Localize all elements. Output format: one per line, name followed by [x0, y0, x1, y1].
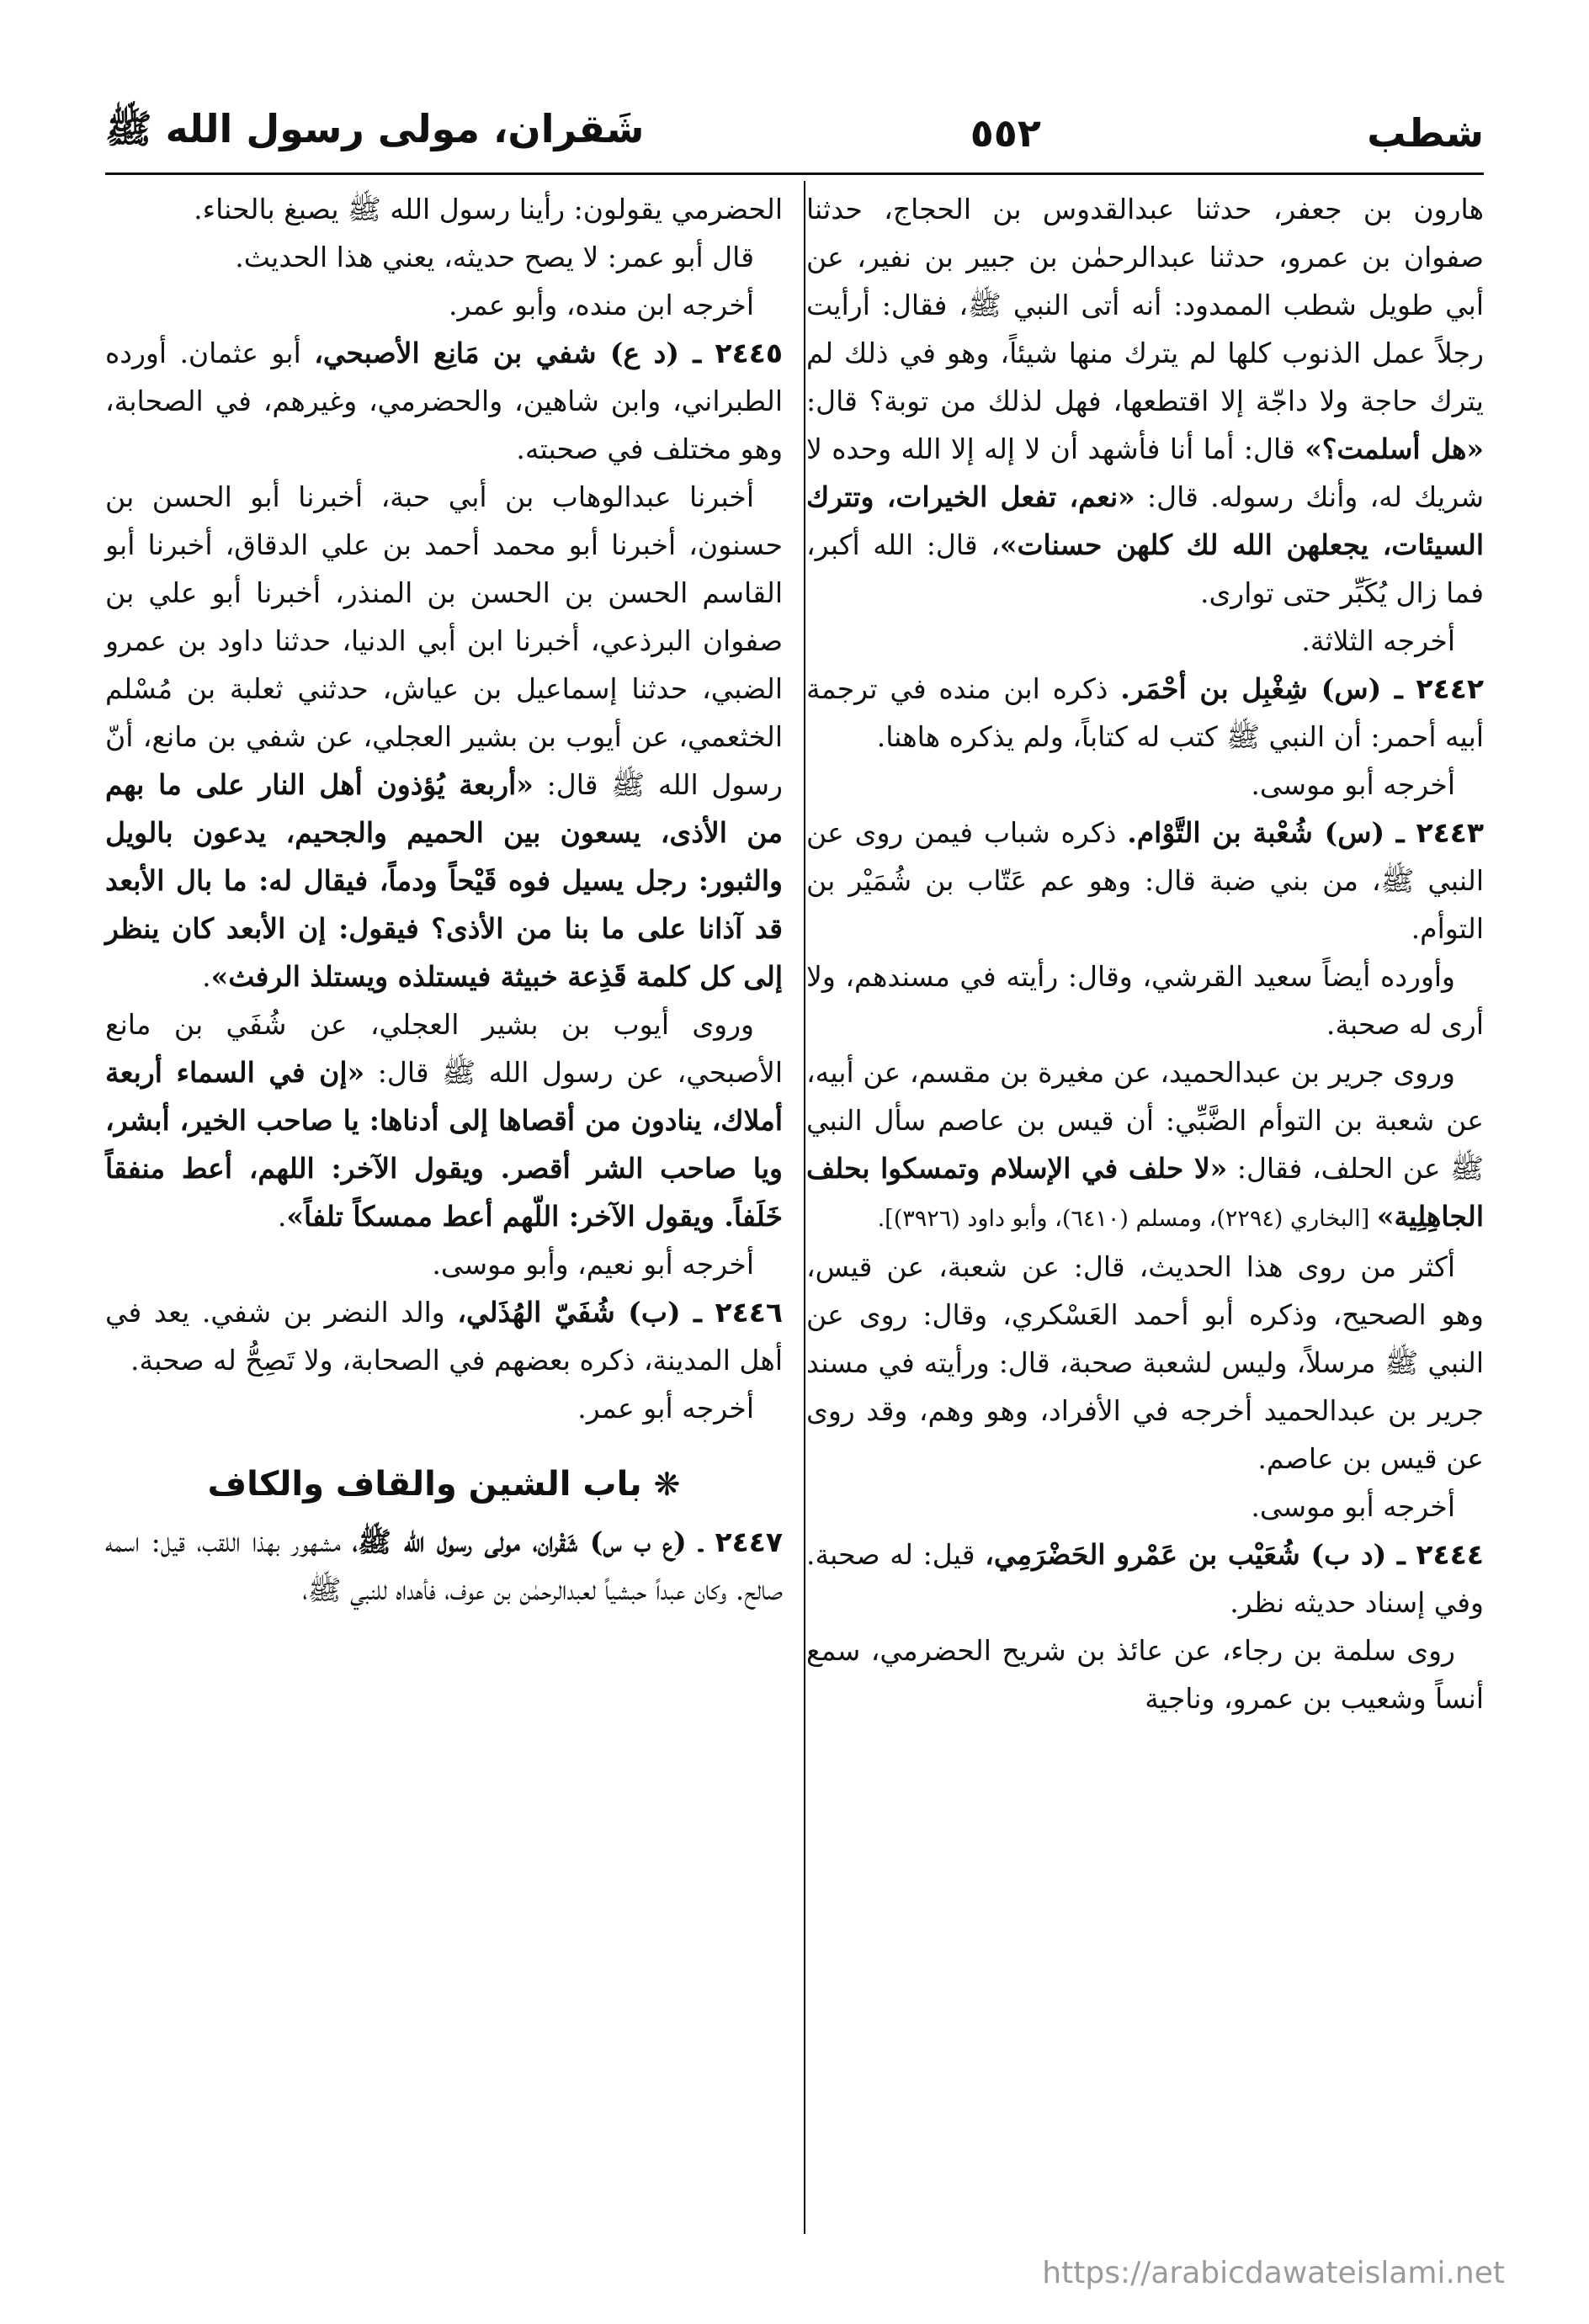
entry-2444 [806, 1531, 1484, 1626]
text: . [202, 960, 211, 993]
text: قال: أما أنا فأشهد أن لا إله إلا الله وحده لا شريك له، وأنك رسوله. قال: [806, 432, 1484, 513]
paragraph: أكثر من روى هذا الحديث، قال: عن شعبة، عن قيس، وهو الصحيح، وذكره أبو أحمد العَسْكري، وقال: روى عن النبي ﷺ مرسلاً، وليس لشعبة صحبة، قال: ورأيته في مسند جرير بن عبدالحميد أخرجه في الأفراد، وهو وهم، وقد روى عن قيس بن عاصم. [806, 1250, 1484, 1475]
entry-name: ـ (س) شُعْبة بن التَّوْام. [1127, 816, 1416, 849]
entry-name: ـ (ع ب س) شَقْران، مولى رسول الله ﷺ، [352, 1525, 715, 1558]
text: وروى أيوب بن بشير العجلي، عن شُفَي بن مانع الأصبحي، عن رسول الله ﷺ قال: [105, 1008, 783, 1089]
entry-2447 [105, 1518, 783, 1614]
paragraph: وأورده أيضاً سعيد القرشي، وقال: رأيته في مسندهم، ولا أرى له صحبة. [806, 960, 1484, 1041]
page-number: ٥٥٢ [970, 110, 1041, 156]
section-heading [105, 1457, 783, 1511]
entry-2442 [806, 665, 1484, 761]
hadith-quote: «أربعة يُؤذون أهل النار على ما بهم من الأذى، يسعون بين الحميم والجحيم، يدعون بالويل والثبور: رجل يسيل فوه قَيْحاً ودماً، فيقال له: ما بال الأبعد قد آذانا على ما بنا من الأذى؟ فيقول: إن الأبعد كان ينظر إلى كل كلمة قَذِعة خبيثة فيستلذه ويستلذ الرفث» [105, 768, 783, 993]
entry-2445 [105, 329, 783, 473]
paragraph: قال أبو عمر: لا يصح حديثه، يعني هذا الحديث. [235, 241, 754, 273]
header-keyword: شطب [1367, 110, 1484, 156]
paragraph: أخرجه أبو موسى. [1251, 768, 1455, 801]
hadith-quote: «نعم، تفعل الخيرات، وتترك السيئات، يجعلهن الله لك كلهن حسنات» [806, 480, 1484, 561]
entry-text: مشهور بهذا اللقب، قيل: اسمه صالح. وكان عبداً حبشياً لعبدالرحمٰن بن عوف، فأهداه للنبي ﷺ، [105, 1525, 783, 1606]
text: أخبرنا عبدالوهاب بن أبي حبة، أخبرنا أبو الحسن بن حسنون، أخبرنا أبو محمد أحمد بن علي الدقاق، أخبرنا أبو القاسم الحسن بن الحسن بن المنذر، أخبرنا أبو علي بن صفوان البرذعي، أخبرنا ابن أبي الدنيا، حدثنا داود بن عمرو الضبي، حدثنا إسماعيل بن عياش، حدثني ثعلبة بن مُسْلم الخثعمي، عن أيوب بن بشير العجلي، عن شفي بن مانع، أنّ رسول الله ﷺ قال: [105, 480, 783, 801]
entry-number: ٢٤٤٢ [1416, 672, 1484, 705]
text: وروى جرير بن عبدالحميد، عن مغيرة بن مقسم، عن أبيه، عن شعبة بن التوأم الضَّبِّي: أن قيس بن عاصم سأل النبي ﷺ عن الحلف، فقال: [806, 1056, 1484, 1185]
entry-text: ذكره ابن منده في ترجمة أبيه أحمر: أن النبي ﷺ كتب له كتاباً، ولم يذكره هاهنا. [806, 672, 1484, 753]
entry-number: ٢٤٤٣ [1416, 816, 1485, 849]
entry-name: ـ (ب) شُفَيّ الهُذَلي، [457, 1296, 715, 1329]
entry-number: ٢٤٤٧ [715, 1525, 784, 1558]
star-icon: ❋ [653, 1466, 681, 1503]
entry-text: ذكره شباب فيمن روى عن النبي ﷺ، من بني ضبة قال: وهو عم عَتّاب بن شُمَيْر بن التوأم. [806, 816, 1484, 945]
reference: [البخاري (٢٢٩٤)، ومسلم (٦٤١٠)، وأبو داود (٣٩٢٦)]. [877, 1206, 1377, 1232]
text: ، قال: الله أكبر، فما زال يُكَبِّر حتى توارى. [806, 528, 1484, 609]
paragraph: أخرجه ابن منده، وأبو عمر. [449, 289, 754, 321]
entry-number: ٢٤٤٥ [715, 337, 784, 369]
paragraph [806, 185, 1484, 617]
column-divider [804, 181, 805, 2234]
header-running-title: شَقران، مولى رسول الله ﷺ [105, 105, 645, 151]
hadith-quote: «هل أسلمت؟» [1305, 432, 1485, 465]
watermark-url: https://arabicdawateislami.net [1042, 2256, 1505, 2290]
paragraph: الحضرمي يقولون: رأينا رسول الله ﷺ يصبغ بالحناء. [194, 193, 783, 226]
entry-text: والد النضر بن شفي. يعد في أهل المدينة، ذكره بعضهم في الصحابة، ولا تَصِحُّ له صحبة. [105, 1296, 783, 1377]
entry-2443 [806, 809, 1484, 952]
paragraph: أخرجه أبو موسى. [1251, 1490, 1455, 1523]
entry-text: أبو عثمان. أورده الطبراني، وابن شاهين، والحضرمي، وغيرهم، في الصحابة، وهو مختلف في صحبته. [105, 337, 783, 465]
paragraph [806, 1048, 1484, 1243]
entry-name: ـ (د ب) شُعَيْب بن عَمْرو الحَضْرَمِي، [985, 1538, 1416, 1571]
entry-2446 [105, 1288, 783, 1384]
entry-number: ٢٤٤٤ [1416, 1538, 1484, 1571]
hadith-quote: «لا حلف في الإسلام وتمسكوا بحلف الجاهِلِية» [806, 1152, 1484, 1233]
paragraph: أخرجه أبو نعيم، وأبو موسى. [432, 1248, 754, 1281]
page-header [105, 99, 1484, 167]
header-rule [105, 172, 1484, 175]
entry-number: ٢٤٤٦ [715, 1296, 784, 1329]
text: هارون بن جعفر، حدثنا عبدالقدوس بن الحجاج، حدثنا صفوان بن عمرو، حدثنا عبدالرحمٰن بن جبير بن نفير، عن أبي طويل شطب الممدود: أنه أتى النبي ﷺ، فقال: أرأيت رجلاً عمل الذنوب كلها لم يترك منها شيئاً، وهو في ذلك لم يترك حاجة ولا داجّة إلا اقتطعها، فهل لذلك من توبة؟ قال: [806, 193, 1484, 417]
left-column [105, 185, 783, 1614]
paragraph: أخرجه الثلاثة. [1301, 624, 1455, 657]
entry-name: ـ (س) شِغْبِل بن أحْمَر. [1120, 672, 1416, 705]
text: . [277, 1200, 287, 1233]
hadith-quote: «إن في السماء أربعة أملاك، ينادون من أقصاها إلى أدناها: يا صاحب الخير، أبشر، ويا صاحب الشر أقصر. ويقول الآخر: اللهم، أعط منفقاً خَلَفاً. ويقول الآخر: اللّهم أعط ممسكاً تلفاً» [105, 1056, 783, 1233]
entry-name: ـ (د ع) شفي بن مَانِع الأصبحي، [314, 337, 715, 369]
right-column [806, 185, 1484, 1722]
paragraph [105, 473, 783, 1000]
entry-text: قيل: له صحبة. وفي إسناد حديثه نظر. [806, 1538, 1484, 1619]
paragraph [105, 1000, 783, 1240]
section-title-text: باب الشين والقاف والكاف [207, 1465, 654, 1504]
paragraph: روى سلمة بن رجاء، عن عائذ بن شريح الحضرمي، سمع أنساً وشعيب بن عمرو، وناجية [806, 1634, 1484, 1715]
paragraph: أخرجه أبو عمر. [577, 1392, 754, 1425]
